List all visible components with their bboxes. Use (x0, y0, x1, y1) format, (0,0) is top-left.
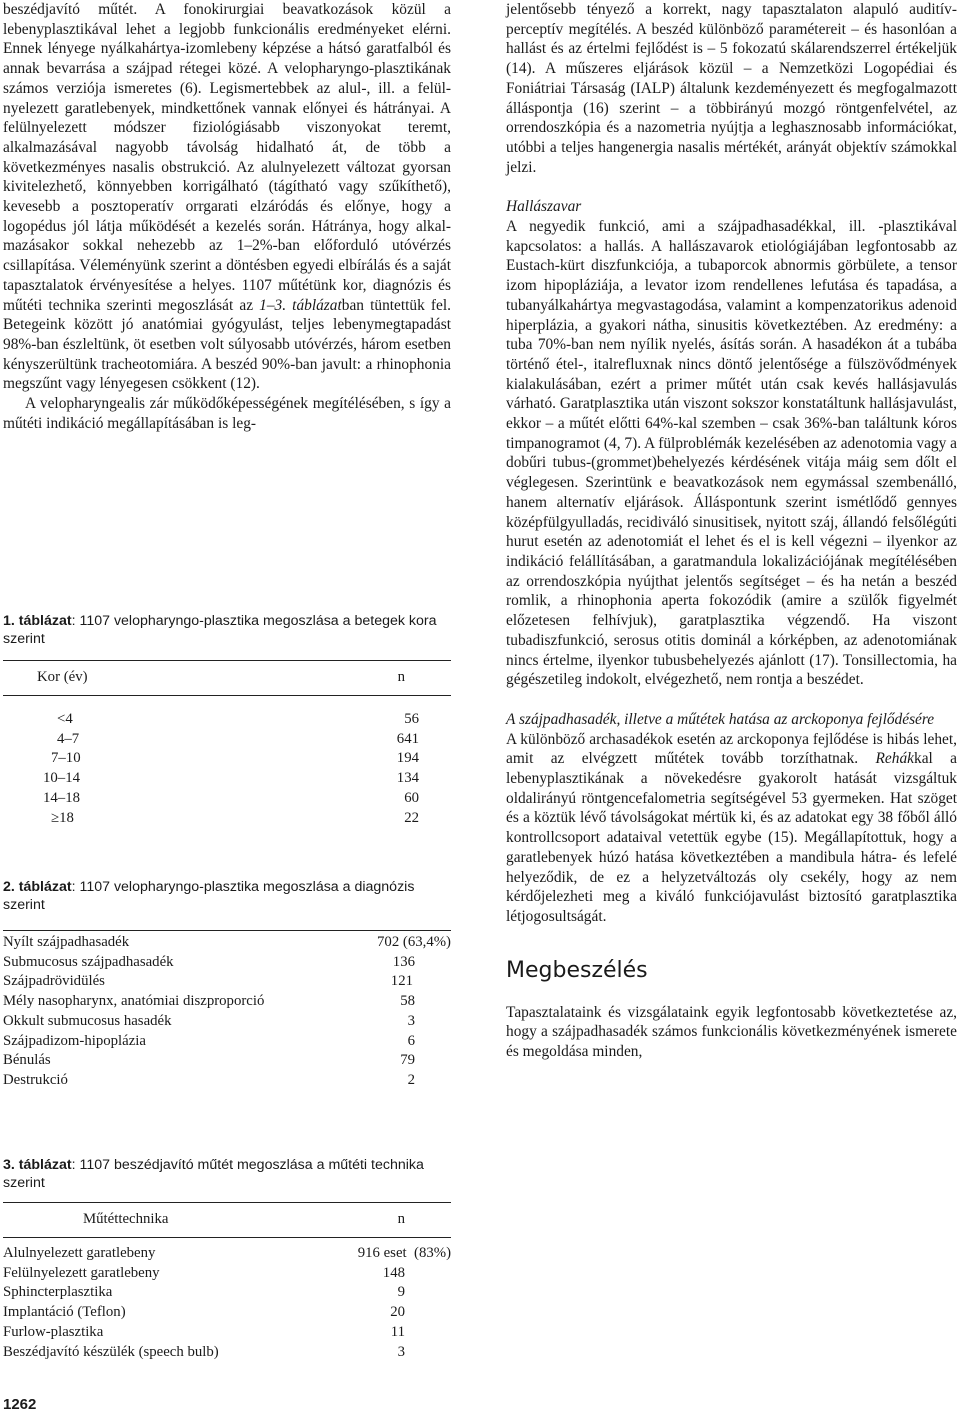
table-row: Okkult submucosus hasadék 3 (3, 1012, 415, 1029)
table-1-header-n: n (276, 661, 451, 696)
subhead-hallaszavar: Hallászavar (506, 198, 582, 216)
table-row: 4–7 641 (57, 730, 419, 747)
left-column (3, 0, 451, 1360)
table-1-header-kor: Kor (év) (3, 661, 276, 696)
table-row: Szájpadizom-hipoplázia 6 (3, 1032, 415, 1049)
left-paragraph-2: A velopharyngealis zár működőképességének megítélésében, s így a műtéti indikáció megállapításában is leg- (3, 395, 451, 432)
table-row: Nyílt szájpadhasadék 702 (63,4%) (3, 934, 451, 950)
table-1 (3, 612, 451, 828)
table-row: 14–18 60 (43, 789, 419, 806)
left-paragraph-1: beszédjavító műtét. A fonokirurgiai beavatkozások közül a lebenyplasztikával lehet a legjobb funkcionális eredményeket elérni. Ennek lényege nyálkahártya-izomlebeny képzése a hátsó garatfalból és annak bevarrása a szájpad rétegei közé. A velopharyngo-plasztikának számos verziója ismeretes (6). Legismertebbek az alul-, ill. a felülnyelezett garatlebenyek, mindkettőnek vannak előnyei és hátrányai. A felülnyelezett módszer fiziológiásabb viszonyokat teremt, alkalmazásával nagyobb távolság hidalható át, de több a következményes nasalis obstrukció. Az alulnyelezett változat gyorsan kivitelezhető, könnyebben korrigálható (tágítható vagy szűkíthető), kevesebb a posztoperatív orrgarati elzáródás és előnye, hogy a logopédus jól látja működését a kezelés során. Hátránya, hogy alkalmazásakor sokkal nehezebb az 1–2%-ban előforduló utóvérzés csillapítása. Véleményünk szerint a döntésben egyedi elbírálás és a saját tapasztalatok érvényesítése a helyes. 1107 műtétünk kor, diagnózis és műtéti technika szerinti megoszlását az 1–3. táblázatban tüntettük fel. Betegeink között jó anatómiai gyógyulást, teljes lebenymegtapadást 98%-ban észleltünk, öt esetben volt súlyosabb utóvérzés, három esetben kényszerültünk tracheotomiára. A beszéd 90%-ban javult: a rhinophonia megszűnt vagy lényegesen csökkent (12). (3, 1, 451, 393)
table-row: Implantáció (Teflon) 20 (3, 1304, 405, 1321)
table-2 (3, 878, 451, 1091)
right-column (506, 0, 957, 1062)
left-body-text (3, 0, 451, 433)
table-3-caption: 3. táblázat: 1107 beszédjavító műtét megoszlása a műtéti technika szerint (3, 1157, 424, 1191)
table-row: <4 56 (57, 711, 419, 727)
table-2-caption: 2. táblázat: 1107 velopharyngo-plasztika megoszlása a diagnózis szerint (3, 879, 415, 913)
table-row: Bénulás 79 (3, 1052, 415, 1069)
table-row: Szájpadrövidülés 121 (3, 973, 413, 990)
table-1-header (3, 661, 451, 696)
table-row: Destrukció 2 (3, 1071, 415, 1088)
table-row: Felülnyelezett garatlebeny 148 (3, 1264, 405, 1281)
table-row: Mély nasopharynx, anatómiai diszproporció 58 (3, 993, 415, 1010)
table-2-grid (3, 933, 451, 1091)
table-row: 10–14 134 (43, 770, 419, 787)
table-3-header-technika: Műtéttechnika (3, 1203, 316, 1238)
page-number: 1262 (3, 1396, 37, 1413)
table-row: Beszédjavító készülék (speech bulb) 3 (3, 1343, 405, 1360)
right-paragraph-1: jelentősebb tényező a korrekt, nagy tapasztalaton alapuló auditív-perceptív megítélés. A beszéd különböző paramétereit – és hasonlóan a hallást és az értelmi fejlődést is – 5 fokozatú skálarendszerrel értékeljük (14). A műszeres eljárások közül – a Nemzetközi Logopédiai és Foniátriai Társaság (IALP) általunk kezdeményezett és megfogalmazott álláspontja (16) szerint – a többirányú mozgó röntgenfelvétel, az orrendoszkópia és a nazometria nyújtja a leghasznosabb információkat, utóbbi a teljes hangenergia nasalis mértékét, arányát objektív számokkal jelzi. (506, 1, 957, 176)
table-1-caption: 1. táblázat: 1107 velopharyngo-plasztika megoszlása a betegek kora szerint (3, 613, 437, 647)
table-3-header-n: n (316, 1203, 451, 1238)
table-reference: 1–3. táblázat (259, 296, 342, 314)
right-paragraph-3: A különböző archasadékok esetén az arckoponya fejlődése is hibás lehet, amit az elvégzett műtétek tovább torzíthatnak. Rehákkal a lebenyplasztikának a növekedésre gyakorolt hatását vizsgáltuk oldalirányú röntgencefalometria segítségével 53 gyermeken. Hat szöget és a köztük lévő távolságokat mértük ki, és az adatokat egy 38 főből álló kontrollcsoport adataival vetettük egybe (15). Megállapítottuk, hogy a garatlebenyek húzó hatása következtében a mandibula hátra- és lefelé helyeződik, de ez a helyzetváltozás oly csekély, hogy az nem kérdőjelezheti meg a kiváló funkciójavulást biztosító garatplasztika létjogosultságát. (506, 730, 957, 925)
table-row: Sphincterplasztika 9 (3, 1284, 405, 1301)
table-row: Submucosus szájpadhasadék 136 (3, 953, 415, 970)
right-paragraph-4: Tapasztalataink és vizsgálataink egyik legfontosabb következtetése az, hogy a szájpadhasadék számos funkcionális következményének ismerete és megoldása minden, (506, 1003, 957, 1061)
table-row: 7–10 194 (51, 750, 419, 767)
author-reference: Rehák (875, 750, 914, 768)
right-paragraph-2: A negyedik funkció, ami a szájpadhasadékkal, ill. -plasztikával kapcsolatos: a hallás. A hallászavarok etiológiájában legfontosabb az Eustach-kürt diszfunkciója, a tubaporcok abnormis görbülete, a tensor izom hipopláziája, a levator izom rendellenes lefutása és tapadása, a tubanyálkahártya megvastagodása, valamint a kompenzatorikus adenoid hiperplázia, a gyakori nátha, sinusitis következtében. Az eredmény: a tuba 70%-ban nem nyílik nyelés, ásítás során. A hasadékon át a tubába történő étel-, italrefluxnak nincs döntő jelentősége a fülszövődmények kialakulásában, ezért a primer műtét után csak kevés hallásjavulás várható. Garatplasztika után viszont sokszor konstatáltunk hallásjavulást, ekkor – a műtét előtti 64%-kal szemben – csak 36%-ban találtunk kóros timpanogramot (4, 7). A fülproblémák kezelésében az adenotomia vagy a dobűri tubus-(grommet)behelyezés kérdésének vitája máig sem dőlt el véglegesen. Szerintünk e beavatkozások nem egymással szembenálló, hanem alternatív eljárások. Álláspontunk szerint ismétlődő gennyes középfülgyulladás, recidiváló sinusitisek, nyitott száj, állandó felsőlégúti hurut esetén az adenotomiát el lehet és el is kell végezni – ilyenkor az indikáció felállításában, a garatmandula lokalizációjának megítélésében az orrendoszkópia nyújthat jelentős segítséget – és ha netán a beszéd romlik, a rhinophonia aperta fokozódik (amire a szülők figyelmét előzetesen felhívjuk), garatplasztika végzendő. Ha viszont tubadiszfunkció, serosus otitis dominál a kórképben, az adenotomiának nincs értelme, ilyenkor tubusbehelyezés ajánlott (17). Tonsillectomia, ha gégészetileg indokolt, elvégezhető, nem rontja a beszédet. (506, 218, 957, 689)
section-title-megbeszeles: Megbeszélés (506, 957, 648, 983)
table-1-grid (3, 660, 451, 828)
table-row: ≥18 22 (51, 809, 419, 826)
table-3-grid (3, 1202, 451, 1362)
table-row: Alulnyelezett garatlebeny 916 eset (83%) (3, 1245, 451, 1261)
table-3-header (3, 1203, 451, 1238)
table-3 (3, 1156, 451, 1362)
subhead-arckoponya: A szájpadhasadék, illetve a műtétek hatása az arckoponya fejlődésére (506, 710, 935, 728)
table-row: Furlow-plasztika 11 (3, 1323, 405, 1340)
